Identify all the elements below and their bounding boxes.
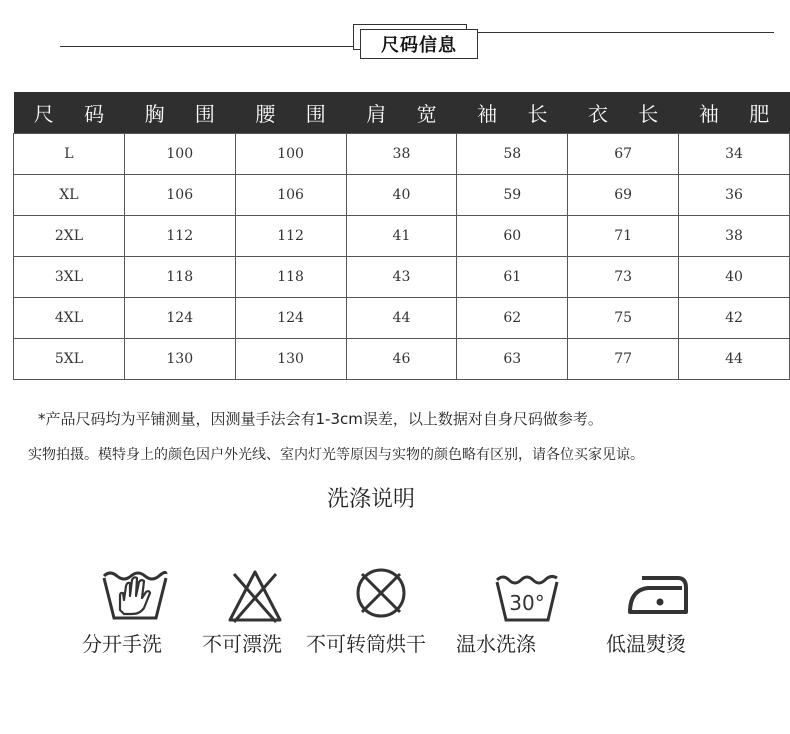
table-cell: 41 bbox=[346, 215, 457, 256]
table-cell: 112 bbox=[124, 215, 235, 256]
table-cell: 71 bbox=[568, 215, 679, 256]
table-cell: 73 bbox=[568, 256, 679, 297]
title-rule-right bbox=[478, 32, 774, 33]
table-row bbox=[14, 215, 790, 256]
table-row bbox=[14, 338, 790, 379]
table-cell: 4XL bbox=[14, 297, 125, 338]
table-cell: 38 bbox=[346, 133, 457, 174]
table-row bbox=[14, 174, 790, 215]
table-cell: 106 bbox=[235, 174, 346, 215]
table-cell: 44 bbox=[679, 338, 790, 379]
table-cell: 130 bbox=[124, 338, 235, 379]
table-cell: 63 bbox=[457, 338, 568, 379]
no-bleach-label: 不可漂洗 bbox=[202, 632, 282, 656]
table-cell: 59 bbox=[457, 174, 568, 215]
header-sleeve-length: 袖 长 bbox=[457, 92, 568, 133]
wash-temperature: 30° bbox=[509, 591, 545, 615]
table-cell: 34 bbox=[679, 133, 790, 174]
table-cell: 130 bbox=[235, 338, 346, 379]
table-cell: 62 bbox=[457, 297, 568, 338]
table-row bbox=[14, 297, 790, 338]
table-cell: 2XL bbox=[14, 215, 125, 256]
table-cell: 43 bbox=[346, 256, 457, 297]
table-cell: 100 bbox=[124, 133, 235, 174]
table-cell: 77 bbox=[568, 338, 679, 379]
table-cell: 112 bbox=[235, 215, 346, 256]
table-cell: 44 bbox=[346, 297, 457, 338]
table-cell: 40 bbox=[346, 174, 457, 215]
table-cell: 3XL bbox=[14, 256, 125, 297]
header-shoulder: 肩 宽 bbox=[346, 92, 457, 133]
header-sleeve-width: 袖 肥 bbox=[679, 92, 790, 133]
header-size: 尺 码 bbox=[14, 92, 125, 133]
table-cell: 38 bbox=[679, 215, 790, 256]
table-cell: 40 bbox=[679, 256, 790, 297]
table-cell: 118 bbox=[124, 256, 235, 297]
header-length: 衣 长 bbox=[568, 92, 679, 133]
table-cell: 36 bbox=[679, 174, 790, 215]
table-cell: 75 bbox=[568, 297, 679, 338]
washing-title: 洗涤说明 bbox=[326, 487, 415, 512]
warm-wash-label: 温水洗涤 bbox=[456, 632, 536, 656]
table-cell: 100 bbox=[235, 133, 346, 174]
table-cell: 69 bbox=[568, 174, 679, 215]
color-note: 实物拍摄。模特身上的颜色因户外光线、室内灯光等原因与实物的颜色略有区别，请各位买家见谅。 bbox=[28, 447, 644, 463]
header-waist: 腰 围 bbox=[235, 92, 346, 133]
table-cell: 60 bbox=[457, 215, 568, 256]
no-tumble-dry-label: 不可转筒烘干 bbox=[306, 632, 426, 656]
table-cell: 124 bbox=[124, 297, 235, 338]
table-row bbox=[14, 133, 790, 174]
table-cell: 124 bbox=[235, 297, 346, 338]
warm-wash-icon bbox=[494, 572, 560, 624]
table-cell: 58 bbox=[457, 133, 568, 174]
measurement-note: *产品尺码均为平铺测量，因测量手法会有1-3cm误差，以上数据对自身尺码做参考。 bbox=[38, 410, 603, 428]
header-chest: 胸 围 bbox=[124, 92, 235, 133]
size-info-title: 尺码信息 bbox=[360, 29, 478, 59]
size-table bbox=[13, 92, 790, 380]
low-iron-label: 低温熨烫 bbox=[606, 632, 686, 656]
table-cell: XL bbox=[14, 174, 125, 215]
table-cell: 67 bbox=[568, 133, 679, 174]
table-cell: 106 bbox=[124, 174, 235, 215]
table-cell: L bbox=[14, 133, 125, 174]
table-cell: 61 bbox=[457, 256, 568, 297]
title-rule-left bbox=[60, 46, 358, 47]
table-row bbox=[14, 256, 790, 297]
hand-wash-label: 分开手洗 bbox=[82, 632, 162, 656]
low-iron-icon bbox=[626, 570, 692, 616]
no-tumble-dry-icon bbox=[352, 564, 410, 622]
table-cell: 46 bbox=[346, 338, 457, 379]
table-cell: 42 bbox=[679, 297, 790, 338]
table-cell: 5XL bbox=[14, 338, 125, 379]
table-cell: 118 bbox=[235, 256, 346, 297]
hand-wash-icon bbox=[100, 566, 170, 622]
no-bleach-icon bbox=[226, 568, 284, 624]
size-table-header-row bbox=[14, 92, 790, 133]
